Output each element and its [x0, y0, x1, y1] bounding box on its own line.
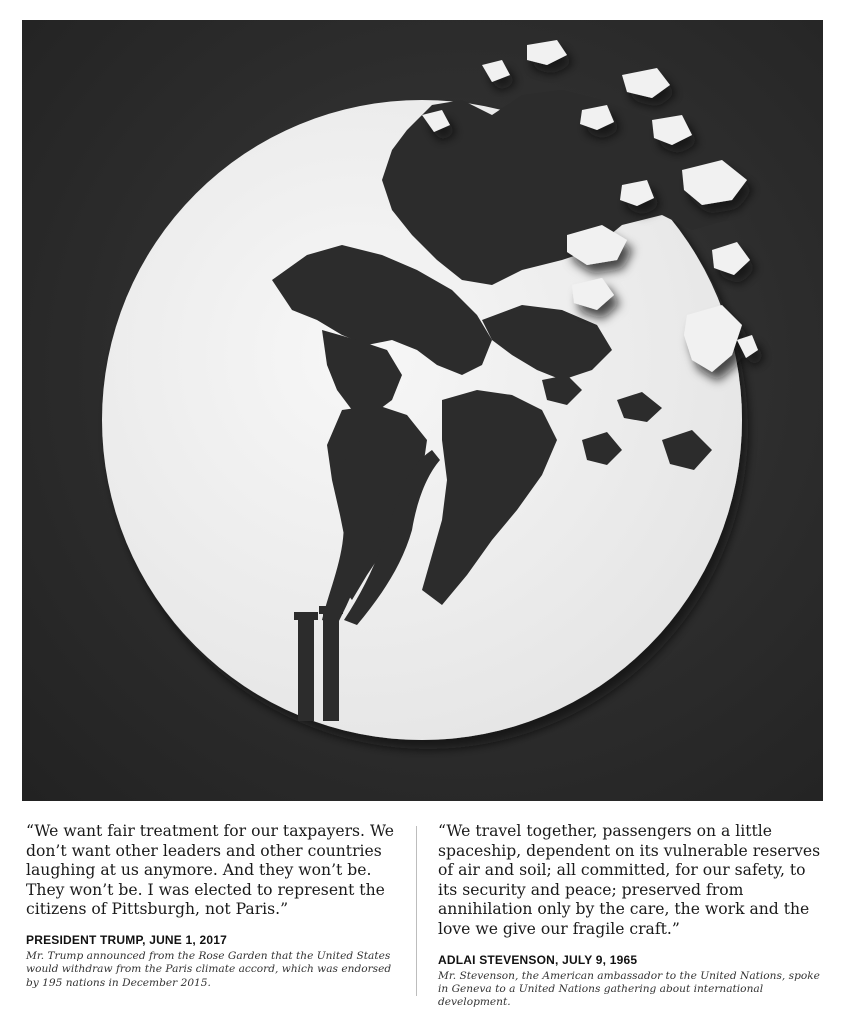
quote-text: “We want fair treatment for our taxpayers. We don’t want other leaders and other countries laughing at us anymore. And they won’t be. They won’t be. I was elected to represent the citizens of Pittsburgh, not Paris.” [26, 822, 394, 919]
quote-attribution: PRESIDENT TRUMP, JUNE 1, 2017 [26, 932, 227, 947]
quote-text: “We travel together, passengers on a little spaceship, dependent on its vulnerable reserves of air and soil; all committed, for our safety, to its security and peace; preserved from annihilation only by the care, the work and the love we give our fragile craft.” [438, 822, 821, 938]
quote-caption: Mr. Stevenson, the American ambassador to the United Nations, spoke in Geneva to a United Nations gathering about international development. [438, 969, 820, 1009]
quote-stevenson [438, 822, 823, 1010]
paper-cut-earth-illustration [22, 20, 823, 801]
quote-caption: Mr. Trump announced from the Rose Garden that the United States would withdraw from the Paris climate accord, which was endorsed by 195 nations in December 2015. [26, 949, 392, 989]
quote-trump [26, 822, 401, 990]
column-divider [416, 826, 417, 996]
quote-attribution: ADLAI STEVENSON, JULY 9, 1965 [438, 952, 638, 967]
